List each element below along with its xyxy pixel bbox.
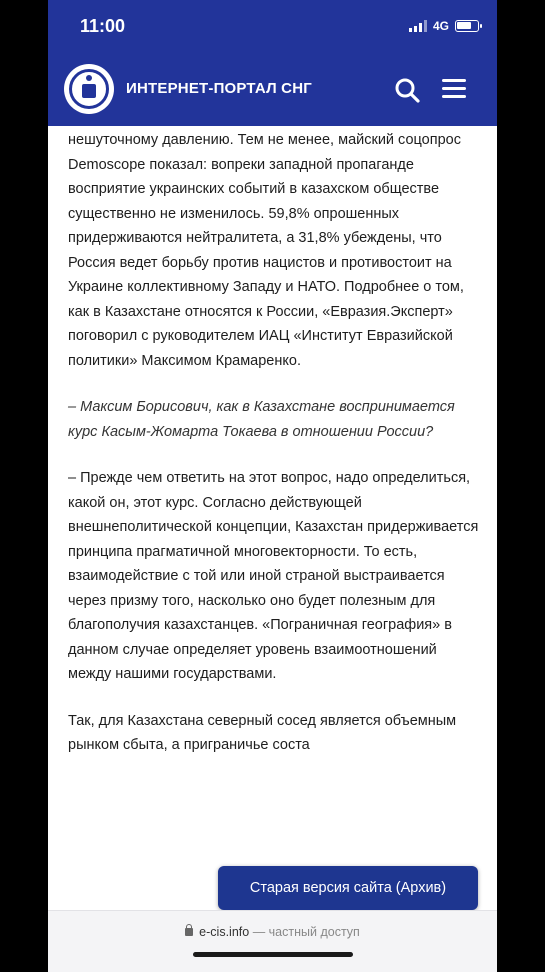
status-indicators	[409, 19, 479, 33]
interview-question: – Максим Борисович, как в Казахстане воспринимается курс Касым-Жомарта Токаева в отношении России?	[68, 399, 455, 440]
hamburger-menu-icon[interactable]	[442, 79, 466, 99]
status-time: 11:00	[80, 16, 126, 36]
article-paragraph: нешуточному давлению. Тем не менее, майский соцопрос Demoscope показал: вопреки западной пропаганде восприятие украинских событий в казахском обществе существенно не изменилось. 59,8% опрошенных придерживаются нейтралитета, а 31,8% убеждены, что Россия ведет борьбу против нацистов и противостоит на Украине коллективному Западу и НАТО. Подробнее о том, как в Казахстане относятся к России, «Евразия.Эксперт» поговорил с руководителем ИАЦ «Институт Евразийской политики» Максимом Крамаренко.	[68, 132, 464, 369]
phone-screen	[48, 0, 497, 972]
browser-address-bar[interactable]	[48, 910, 497, 972]
address-text[interactable]	[48, 925, 497, 939]
site-header	[48, 52, 497, 126]
archive-version-button[interactable]: Старая версия сайта (Архив)	[218, 866, 478, 910]
network-type: 4G	[432, 19, 449, 33]
url-domain: e-cis.info	[199, 925, 250, 939]
private-mode-label: — частный доступ	[252, 925, 360, 939]
article-paragraph: – Прежде чем ответить на этот вопрос, надо определиться, какой он, этот курс. Согласно действующей внешнеполитической концепции, Казахстан придерживается принципа прагматичной многовекторности. То есть, взаимодействие с той или иной страной выстраивается через призму того, насколько оно будет полезным для благополучия казахстанцев. «Пограничная география» в данном случае определяет уровень взаимоотношений между нашими государствами.	[68, 470, 479, 682]
article-body	[68, 128, 480, 780]
site-title[interactable]: ИНТЕРНЕТ-ПОРТАЛ СНГ	[126, 80, 312, 97]
site-logo[interactable]	[64, 64, 114, 114]
battery-icon	[455, 20, 479, 32]
search-icon[interactable]	[394, 77, 420, 103]
home-indicator[interactable]	[193, 952, 353, 957]
cis-emblem-icon	[69, 69, 109, 109]
lock-icon	[185, 928, 193, 936]
signal-icon	[409, 20, 427, 32]
status-bar	[48, 0, 497, 52]
article-paragraph: Так, для Казахстана северный сосед является объемным рынком сбыта, а приграничье соста	[68, 712, 457, 753]
